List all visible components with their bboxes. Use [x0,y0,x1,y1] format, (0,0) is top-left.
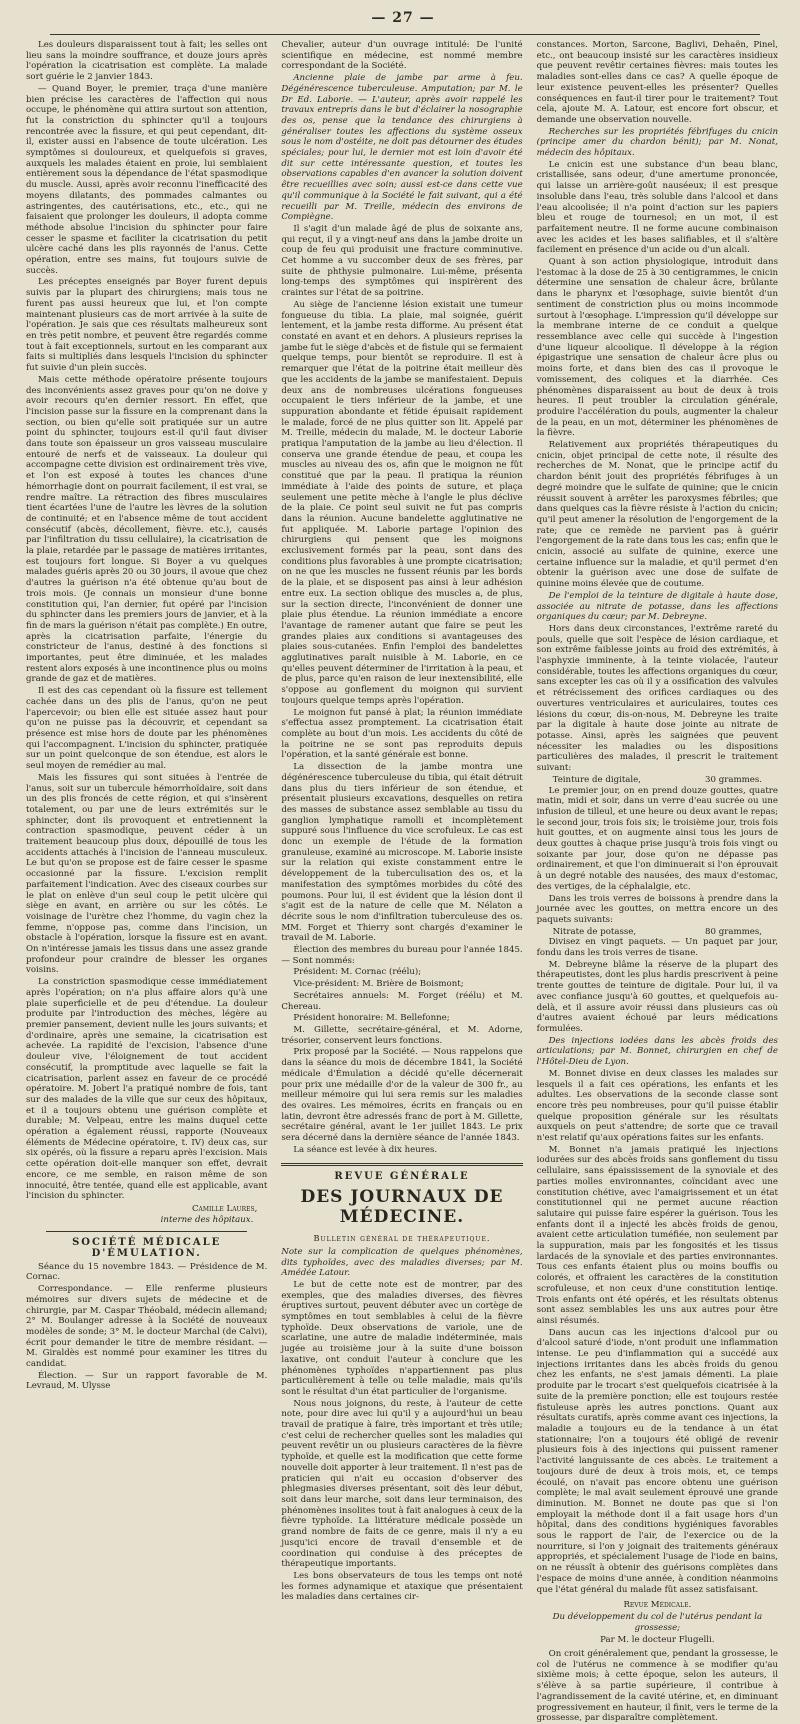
columns [26,40,778,1724]
list-item: Président honoraire: M. Bellefonne; [293,1013,450,1024]
bulletin-heading: Bulletin général de thérapeutique. [313,1233,491,1244]
paragraph: Hors dans deux circonstances, l'extrême rareté du pouls, quelle que soit l'espèce de lésion cardiaque, et son extrême faiblesse joints au froid des extrémités, à l'asphyxie imminente, à la teinte violacée, l'auteur considérable, toutes les affections organiques du cœur, sans excepter les cas où il y a ossification des valvules et rétrécissement des orifices cardiaques ou des ouvertures ventriculaires et auriculaires, toutes ces lésions du cœur, dis-on-nous, M. Debreyne les traite par la digitale à haute dose jointe au nitrate de potasse. Ainsi, après les saignées que peuvent nécessiter les maladies ou les dispositions particulières des malades, il prescrit le traitement suivant: [536,623,778,774]
revue-heading: REVUE GÉNÉRALE [334,1171,470,1183]
paragraph: Élection des membres du bureau pour l'année 1845. — Sont nommés: [281,945,523,966]
article-author: Par M. le docteur Flugelli. [600,1635,715,1646]
paragraph: On croit généralement que, pendant la grossesse, le col de l'utérus ne commence à se modifier qu'au sixième mois; à cette époque, selon les auteurs, il s'élève à sa partie supérieure, il contribue à l'agrandissement de la cavité utérine, et, en diminuant progressivement en hauteur, il finit, vers le terme de la grossesse, par disparaître complètement. [536,1649,778,1724]
paragraph: Mais cette méthode opératoire présente toujours des inconvénients assez graves pour qu'on ne doive y avoir recours qu'en dernier ressort. En effet, que l'incision passe sur la fissure en la comprenant dans la section, ou bien qu'elle soit pratiquée sur un autre point du sphincter, toujours est-il qu'il faut diviser dans toute son épaisseur un gros vaisseau musculaire entouré de nerfs et de vaisseaux. La douleur qui accompagne cette division est ordinairement très vive, et l'on est exposé à toutes les chances d'une hémorrhagie dont on pourrait facilement, il est vrai, se rendre maître. La rétraction des fibres musculaires tient écartées l'une de l'autre les lèvres de la solution de continuité; et en l'absence même de tout accident consécutif (abcès, décollement, fièvre. etc.), causés par l'infiltration du tissu cellulaire), la cicatrisation de la plaie, retardée par le passage de matières irritantes, est toujours fort longue. Si Boyer a vu quelques malades guéris après 20 ou 30 jours, il avoue que chez d'autres la guérison n'a été obtenue qu'au bout de trois mois. (Je connais un monsieur d'une bonne constitution qui, l'an dernier, fut opéré par l'incision du sphincter dans les premiers jours de janvier, et à la fin de mars la guérison n'était pas complète.) En outre, après la cicatrisation parfaite, l'énergie du constricteur de l'anus, destiné à des fonctions si importantes, peut être diminuée, et les malades restent alors exposés à une incontinence plus ou moins grande de gaz et de matières. [26,374,268,685]
prescription-amount: 30 grammes. [705,774,762,785]
paragraph: Mais les fissures qui sont situées à l'entrée de l'anus, soit sur un tubercule hémorrhoïdaire, soit dans un des plis froncés de cette région, et qui s'insèrent totalement, ou par une de leurs extrémités sur le sphincter, dont ils provoquent et entretiennent la contraction spasmodique, peuvent céder à un traitement beaucoup plus doux, dépouillé de tous les accidents attachés à l'incision de l'anneau musculeux. Le but qu'on se propose est de faire cesser le spasme occasionné par la fissure. L'excision remplit parfaitement l'indication. Avec des ciseaux courbes sur le plat on enlève d'un seul coup le petit ulcère qui siège en avant, en arrière ou sur les côtés. Le voisinage de l'urètre chez l'homme, du vagin chez la femme, n'oppose pas, comme dans l'incision, un obstacle à l'opération, lorsque la fissure est en avant. On n'intéresse jamais les tissus dans une assez grande profondeur pour craindre de blesser les organes voisins. [26,772,268,976]
article-heading: De l'emploi de la teinture de digitale à haute dose, associée au nitrate de potasse, dans les affections organiques du cœur; par M. Debreyne. [536,590,778,623]
paragraph: Nous nous joignons, du reste, à l'auteur de cette note, pour dire avec lui qu'il y a aujourd'hui un beau travail de pratique à faire, très important et très utile; c'est celui de rechercher quelles sont les maladies qui peuvent revêtir un ou plusieurs caractères de la fièvre typhoïde, et quelle est la modification que cette forme nouvelle doit apporter à leur traitement. Il n'est pas de praticien qui n'ait eu occasion d'observer des phlegmasies diverses présentant, soit dès leur début, soit dans leur marche, soit dans leur terminaison, des phénomènes insolites tout à fait analogues à ceux de la fièvre typhoïde. La littérature médicale possède un grand nombre de faits de ce genre, mais il n'y a eu jusqu'ici encore de travail d'ensemble et de coordination qui conduise à des préceptes de thérapeutique importants. [281,1398,523,1570]
journaux-heading: DES JOURNAUX DE MÉDECINE. [300,1187,504,1228]
paragraph: Le moignon fut pansé à plat; la réunion immédiate s'effectua assez promptement. La cicatrisation était complète au bout d'un mois. Les accidents du côté de la poitrine ne se sont pas reproduits depuis l'opération, et la santé générale est bonne. [281,707,523,761]
column-2 [281,40,523,1603]
paragraph: Dans les trois verres de boissons à prendre dans la journée avec les gouttes, on mettra encore un des paquets suivants: [536,893,778,925]
paragraph: Divisez en vingt paquets. — Un paquet par jour, fondu dans les trois verres de tisane. [536,937,778,959]
paragraph: Chevalier, auteur d'un ouvrage intitulé: De l'unité scientifique en médecine, est nommé membre correspondant de la Société. [281,40,523,72]
paragraph: Séance du 15 novembre 1843. — Présidence de M. Cornac. [26,1261,268,1283]
paragraph: Il s'agit d'un malade âgé de plus de soixante ans, qui reçut, il y a vingt-neuf ans dans la jambe droite un coup de feu qui produisit une fracture comminutive. Cet homme a vu succomber deux de ses frères, par suite de phthysie pulmonaire. Lui-même, présenta long-temps des symptômes qui inspirèrent des craintes sur l'état de sa poitrine. [281,223,523,299]
list-item: Secrétaires annuels: M. Forget (réélu) et M. Chereau. [281,990,523,1012]
list-item: M. Gillette, secrétaire-général, et M. Adorne, trésorier, conservent leurs fonctions. [281,1024,523,1046]
prescription-amount: 80 grammes, [705,926,762,937]
society-heading: SOCIÉTÉ MÉDICALE D'ÉMULATION. [72,1237,222,1260]
paragraph: M. Bonnet n'a jamais pratiqué les injections iodurées sur des abcès froids sans gonflement du tissu cellulaire, sans épaississement de la synoviale et des parties molles environnantes, coïncidant avec une constitution chétive, avec l'amaigrissement et un état constitutionnel qui ne permet aucune réaction salutaire qui puisse faire espérer la guérison. Tous les enfants dont il a injecté les abcès froids de genou, avaient cette articulation tuméfiée, non seulement par la suppuration, mais par les fongosités et les tissus lardacés de la synoviale et des parties environnantes. Tous ces enfants étaient plus ou moins bouffis ou colorés, et offraient les caractères de la constitution scrofuleuse, et non ceux d'une constitution lentiqe. Trois enfants ont été opérés, et les résultats obtenus sont assez semblables les uns aux autres pour être ainsi résumés. [536,1144,778,1326]
article-heading: Ancienne plaie de jambe par arme à feu. Dégénérescence tuberculeuse. Amputation; par M. le Dr Ed. Laborie. — L'auteur, après avoir rappelé les travaux entrepris dans le but d'éclairer la nosographie des os, pense que la tendance des chirurgiens à généraliser toutes les affections du système osseux sous le nom d'ostéite, ne doit pas détourner des études spéciales; pour lui, le dernier mot est loin d'avoir été dit sur cette intéressante question, et toutes les observations capables d'en avancer la solution doivent être recueillies avec soin; aussi est-ce dans cette vue qu'il communique à la Société le fait suivant, qui a été recueilli par M. Treille, médecin des environs de Compiègne. [281,73,523,223]
list-item: Président: M. Cornac (réélu); [293,967,422,978]
prescription-name: Nitrate de potasse, [552,926,637,937]
page-number: — 27 — [371,10,435,26]
prescription-name: Teinture de digitale, [552,774,641,785]
article-heading: Des injections iodées dans les abcès froids des articulations; par M. Bonnet, chirurgien en chef de l'Hôtel-Dieu de Lyon. [536,1035,778,1068]
paragraph: Élection. — Sur un rapport favorable de M. Levraud, M. Ulysse [26,1370,268,1392]
article-subheading: Du développement du col de l'utérus pendant la grossesse; [552,1611,763,1633]
list-item: Vice-président: M. Brière de Boismont; [293,979,464,990]
paragraph: Le cnicin est une substance d'un beau blanc, cristallisée, sans odeur, d'une amertume prononcée, qui laisse un arrière-goût nauséeux; il est presque insoluble dans l'eau, très soluble dans l'alcool et dans l'eau alcoolisée; il n'a point d'action sur les papiers bleu et rouge de tournesol; en un mot, il est parfaitement neutre. Il ne forme aucune combinaison avec les acides et les bases salifiables, et il s'altère facilement en présence d'un acide ou d'un alcali. [536,159,778,256]
paragraph: Dans aucun cas les injections d'alcool pur ou d'alcool saturé d'iode, n'ont produit une inflammation intense. Le peu d'inflammation qui a succédé aux injections irritantes dans les abcès froids du genou chez les enfants, ne s'est jamais démenti. La plaie produite par le trocart s'est quelquefois cicatrisée à la suite de la première ponction; elle est toujours restée fistuleuse après les autres ponctions. Quant aux résultats curatifs, après comme avant ces injections, la maladie a toujours eu de la tendance à un état stationnaire; l'on a toujours été obligé de revenir plusieurs fois à des injections qui puissent ramener l'activité languissante de ces abcès. Le traitement a toujours duré de deux à trois mois, et, ce temps écoulé, on n'avait pas encore obtenu une guérison complète; le mal avait seulement éprouvé une grande diminution. M. Bonnet ne doute pas que si l'on employait la méthode dont il a fait usage hors d'un hôpital, dans des conditions hygiéniques favorables sous le rapport de l'air, de l'exercice ou de la nourriture, si l'on y joignait des traitements généraux appropriés, et spécialement l'usage de l'iode en bains, on ne réussît à obtenir des guérisons complètes dans l'espace de moins d'une année, à condition néanmoins que l'état général du malade fût assez satisfaisant. [536,1327,778,1595]
paragraph: constances. Morton, Sarcone, Baglivi, Dehaën, Pinel, etc., ont beaucoup insisté sur les caractères insidieux que peuvent revêtir certaines fièvres: mais toutes les maladies sont-elles dans ce cas? A quelle époque de leur existence peuvent-elles les présenter? Quelles conséquences en faut-il tirer pour le traitement? Tout cela, ajoute M. A. Latour, est encore fort obscur, et demande une observation nouvelle. [536,40,778,125]
paragraph: La séance est levée à dix heures. [293,1144,438,1155]
page-header [24,0,782,36]
revue-medicale-heading: Revue Médicale. [623,1600,692,1611]
paragraph: Prix proposé par la Société. — Nous rappelons que dans la séance du mois de décembre 1841, la Société médicale d'Émulation a décidé qu'elle décernerait pour prix une médaille d'or de la valeur de 300 fr., au meilleur mémoire qui lui sera remis sur les maladies des ovaires. Les mémoires, écrits en français ou en latin, devront être adressés franc de port à M. Gillette, secrétaire général, avant le 1er juillet 1843. Le prix sera décerné dans la dernière séance de l'année 1843. [281,1047,523,1144]
paragraph: — Quand Boyer, le premier, traça d'une manière bien précise les caractères de l'affection qui nous occupe, le phénomène qui attira surtout son attention, fut la constriction du sphincter qu'il a toujours rencontrée avec la fissure, et qui peut cependant, dit-il, exister aussi en l'absence de toute ulcération. Les symptômes si douloureux, et quelquefois si graves, auxquels les malades étaient en proie, lui semblaient entièrement sous la dépendance de l'état spasmodique du muscle. Aussi, après avoir reconnu l'inefficacité des moyens dilatants, des pommades calmantes ou astringentes, des cautérisations, etc., etc., qui ne faisaient que prolonger les douleurs, il adopta comme méthode absolue l'incision du sphincter pour faire cesser le spasme et faciliter la cicatrisation du petit ulcère caché dans les plis rayonnés de l'anus. Cette opération, entre ses mains, fut toujours suivie de succès. [26,83,268,276]
paragraph: Il est des cas cependant où la fissure est tellement cachée dans un des plis de l'anus, qu'on ne peut l'apercevoir; ou bien elle est située assez haut pour qu'on ne puisse pas la découvrir, et cependant sa présence est mise hors de doute par les phénomènes qui l'accompagnent. L'incision du sphincter, pratiquée sur un point quelconque de son étendue, est alors le seul moyen de remédier au mal. [26,686,268,772]
column-3 [536,40,778,1724]
paragraph: Le but de cette note est de montrer, par des exemples, que des maladies diverses, des fièvres éruptives surtout, peuvent débuter avec un cortège de symptômes en tout semblables à celui de la fièvre typhoïde. Deux observations de variole, une de scarlatine, une autre de maladie indéterminée, mais jugée au troisième jour à la suite d'une boisson laxative, ont conduit l'auteur à conclure que les phénomènes typhoïdes n'appartiennent pas plus particulièrement à telle ou telle maladie, mais qu'ils sont le résultat d'un état particulier de l'organisme. [281,1279,523,1397]
paragraph: M. Bonnet divise en deux classes les malades sur lesquels il a fait ces opérations, les enfants et les adultes. Les observations de la seconde classe sont encore très peu nombreuses, pour qu'il puisse établir quelque proposition générale sur les résultats auxquels on peut s'attendre; de sorte que ce travail n'est relatif qu'aux opérations faites sur les enfants. [536,1068,778,1144]
prescription-line [537,927,778,938]
paragraph: La constriction spasmodique cesse immédiatement après l'opération; on n'a plus affaire alors qu'à une plaie superficielle et de peu d'étendue. La douleur produite par l'introduction des mèches, légère au premier pansement, devient nulle les jours suivants; et d'ordinaire, après une semaine, la cicatrisation est achevée. La rapidité de l'excision, l'absence d'une douleur vive, l'éloignement de tout accident consécutif, la promptitude avec laquelle se fait la cicatrisation, parlent assez en faveur de ce procédé opératoire. M. Jobert l'a pratiqué nombre de fois, tant sur des malades de la ville que sur ceux des hôpitaux, et il a toujours obtenu une guérison complète et durable; M. Velpeau, entre les mains duquel cette opération a également réussi, rapporte (Nouveaux éléments de Médecine opératoire, t. IV) deux cas, sur six opérés, où la fissure a reparu après l'excision. Mais cette opération doit-elle manquer son effet, devrait encore, ce me semble, en raison même de son innocuité, être tentée, quand elle est applicable, avant l'incision du sphincter. [26,977,268,1202]
paragraph: Les préceptes enseignés par Boyer furent depuis suivis par la plupart des chirurgiens; mais tous ne furent pas aussi heureux que lui, et l'on compte maintenant plusieurs cas de mort arrivée à la suite de l'opération. Je sais que ces résultats malheureux sont en très petit nombre, et peuvent être regardés comme tout à fait exceptionnels, surtout en les comparant aux faits si multipliés dans lesquels l'incision du sphincter fut suivie d'un plein succès. [26,277,268,374]
paragraph: Quant à son action physiologique, introduit dans l'estomac à la dose de 25 à 30 centigrammes, le cnicin détermine une sensation de chaleur âcre, brûlante dans le pharynx et l'œsophage, suivie bientôt d'un sentiment de constriction plus ou moins incommode surtout à l'œsophage. L'impression qu'il développe sur la membrane interne de ce conduit a quelque ressemblance avec celle qui succède à l'ingestion d'une liqueur alcoolique. Il développe à la région épigastrique une sensation de chaleur âcre plus ou moins forte, et dans bien des cas il provoque le vomissement, des coliques et la diarrhée. Ces phénomènes disparaissent au bout de deux à trois heures. Il peut troubler la circulation générale, produire l'accélération du pouls, augmenter la chaleur de la peau, en un mot, déterminer les phénomènes de la fièvre. [536,257,778,439]
prescription-line [537,775,778,786]
paragraph: Les bons observateurs de tous les temps ont noté les formes adynamique et ataxique que présentaient les maladies dans certaines cir- [281,1570,523,1603]
paragraph: Le premier jour, on en prend douze gouttes, quatre matin, midi et soir, dans un verre d'eau sucrée ou une infusion de tilleul, et une heure ou deux avant le repas; le second jour, trois fois six; le troisième jour, trois fois huit gouttes, et on augmente ainsi tous les jours de deux gouttes à chaque prise jusqu'à trois fois vingt ou soixante par jour, dose qu'on ne dépasse pas ordinairement, et que l'on diminuerait si l'on éprouvait à un degré notable des nausées, des maux d'estomac, des vertiges, de la céphalalgie, etc. [536,785,778,892]
section-divider [281,1163,522,1166]
paragraph: Les douleurs disparaissent tout à fait; les selles ont lieu sans la moindre souffrance, et douze jours après l'opération la cicatrisation est complète. La malade sort guérie le 2 janvier 1843. [26,40,268,83]
article-heading: Recherches sur les propriétés fébrifuges du cnicin (principe amer du chardon bénit); par M. Nonat, médecin des hôpitaux. [536,126,778,159]
paragraph: Relativement aux propriétés thérapeutiques du cnicin, objet principal de cette note, il résulte des recherches de M. Nonat, que le principe actif du chardon bénit jouit des propriétés fébrifuges à un degré moindre que le sulfate de quinine; que le cnicin réussit souvent à arrêter les paroxysmes fébriles; que dans quelques cas la fièvre résiste à l'action du cnicin; qu'il peut amener la résolution de l'engorgement de la rate; que ce remède ne parvient pas à guérir l'engorgement de la rate dans tous les cas; enfin que le cnicin, associé au sulfate de quinine, exerce une certaine influence sur la maladie, et qu'il permet d'en obtenir la guérison avec une dose de sulfate de quinine moins élevée que de coutume. [536,440,778,590]
author-title: interne des hôpitaux. [160,1214,254,1225]
article-heading: Note sur la complication de quelques phénomènes, dits typhoïdes, avec des maladies diverses; par M. Amédée Latour. [281,1246,523,1279]
paragraph: Correspondance. — Elle renferme plusieurs mémoires sur divers sujets de médecine et de chirurgie, par M. Caspar Théobald, médecin allemand; 2° M. Boulanger adresse à la Société de nouveaux modèles de sonde; 3° M. le docteur Marchal (de Calvi), écrit pour demander le titre de membre résidant. — M. Giraldès est nommé pour examiner les titres du candidat. [26,1284,268,1370]
header-rule [50,34,760,35]
paragraph: La dissection de la jambe montra une dégénérescence tuberculeuse du tibia, qui était détruit dans plus du tiers inférieur de son étendue, et présentait plusieurs excavations, desquelles on retira des masses de substance assez semblable au tissu du ganglion lymphatique ramolli et incomplètement suppuré sous l'influence du vice scrofuleux. Le cas est donc un exemple de l'étude de la formation granuleuse, examiné au microscope. M. Laborie insiste sur la relation qui existe constamment entre le développement de la tuberculisation des os, et la manifestation des symptômes morbides du côté des poumons. Pour lui, il est évident que la lésion dont il s'agit est de la nature de celle que M. Nélaton a décrite sous le nom d'infiltration tuberculeuse des os. MM. Forget et Thierry sont chargés d'examiner le travail de M. Laborie. [281,762,523,944]
paragraph: M. Debreyne blâme la réserve de la plupart des thérapeutistes, dont les plus hardis prescrivent à peine trente gouttes de teinture de digitale. Pour lui, il va avec confiance jusqu'à 60 gouttes, et quelquefois au-delà, et il assure avoir réussi dans plusieurs cas où d'autres avaient échoué par leurs médications formulées. [536,959,778,1034]
section-divider [46,1231,247,1232]
author-signature: Camille Laures, [191,1203,258,1214]
column-1 [26,40,268,1392]
paragraph: Au siège de l'ancienne lésion existait une tumeur fongueuse du tibia. La plaie, mal soignée, guérit lentement, et la jambe resta difforme. Au présent état constaté en avant et en dehors. A plusieurs reprises la jambe fut le siège d'abcès et de fistule qui se fermaient quelque temps, pour bientôt se reproduire. Il est à remarquer que l'état de la poitrine était meilleur dès que les accidents de la jambe se manifestaient. Depuis deux ans de nombreuses ulcérations fongueuses occupaient le tiers inférieur de la jambe, et une suppuration abondante et fétide épuisait rapidement le malade, forcé de ne plus quitter son lit. Appelé par M. Treille, médecin du malade, M. le docteur Laborie pratiqua l'amputation de la jambe au lieu d'élection. Il conserva une grande étendue de peau, et coupa les muscles au niveau des os, afin que le moignon ne fût constitué que par la peau. Il pratiqua la réunion immédiate à l'aide des points de suture, et plaça seulement une petite mèche à l'angle le plus déclive de la plaie. Ce point seul suivit ne fut pas compris dans la réunion. Aucune bandelette agglutinative ne fut appliquée. M. Laborie partage l'opinion des chirurgiens qui pensent que les moignons exclusivement formés par la peau, sont dans des conditions plus favorables à une prompte cicatrisation; on ne que les muscles ne fussent réunis par les bords de la plaie, et se disposent pas ainsi à leur adhésion entre eux. La section oblique des muscles a, de plus, sur la section directe, l'inconvénient de donner une plaie plus étendue. La réunion immédiate a encore l'avantage de ramener autant que faire se peut les grandes plaies aux conditions si avantageuses des plaies sous-cutanées. Enfin l'emploi des bandelettes agglutinatives paraît nuisible à M. Laborie, en ce qu'elles peuvent déterminer de l'irritation à la peau, et de plus, parce qu'en raison de leur inextensibilité, elle s'oppose au gonflement du moignon qui survient toujours quelque temps après l'opération. [281,299,523,706]
